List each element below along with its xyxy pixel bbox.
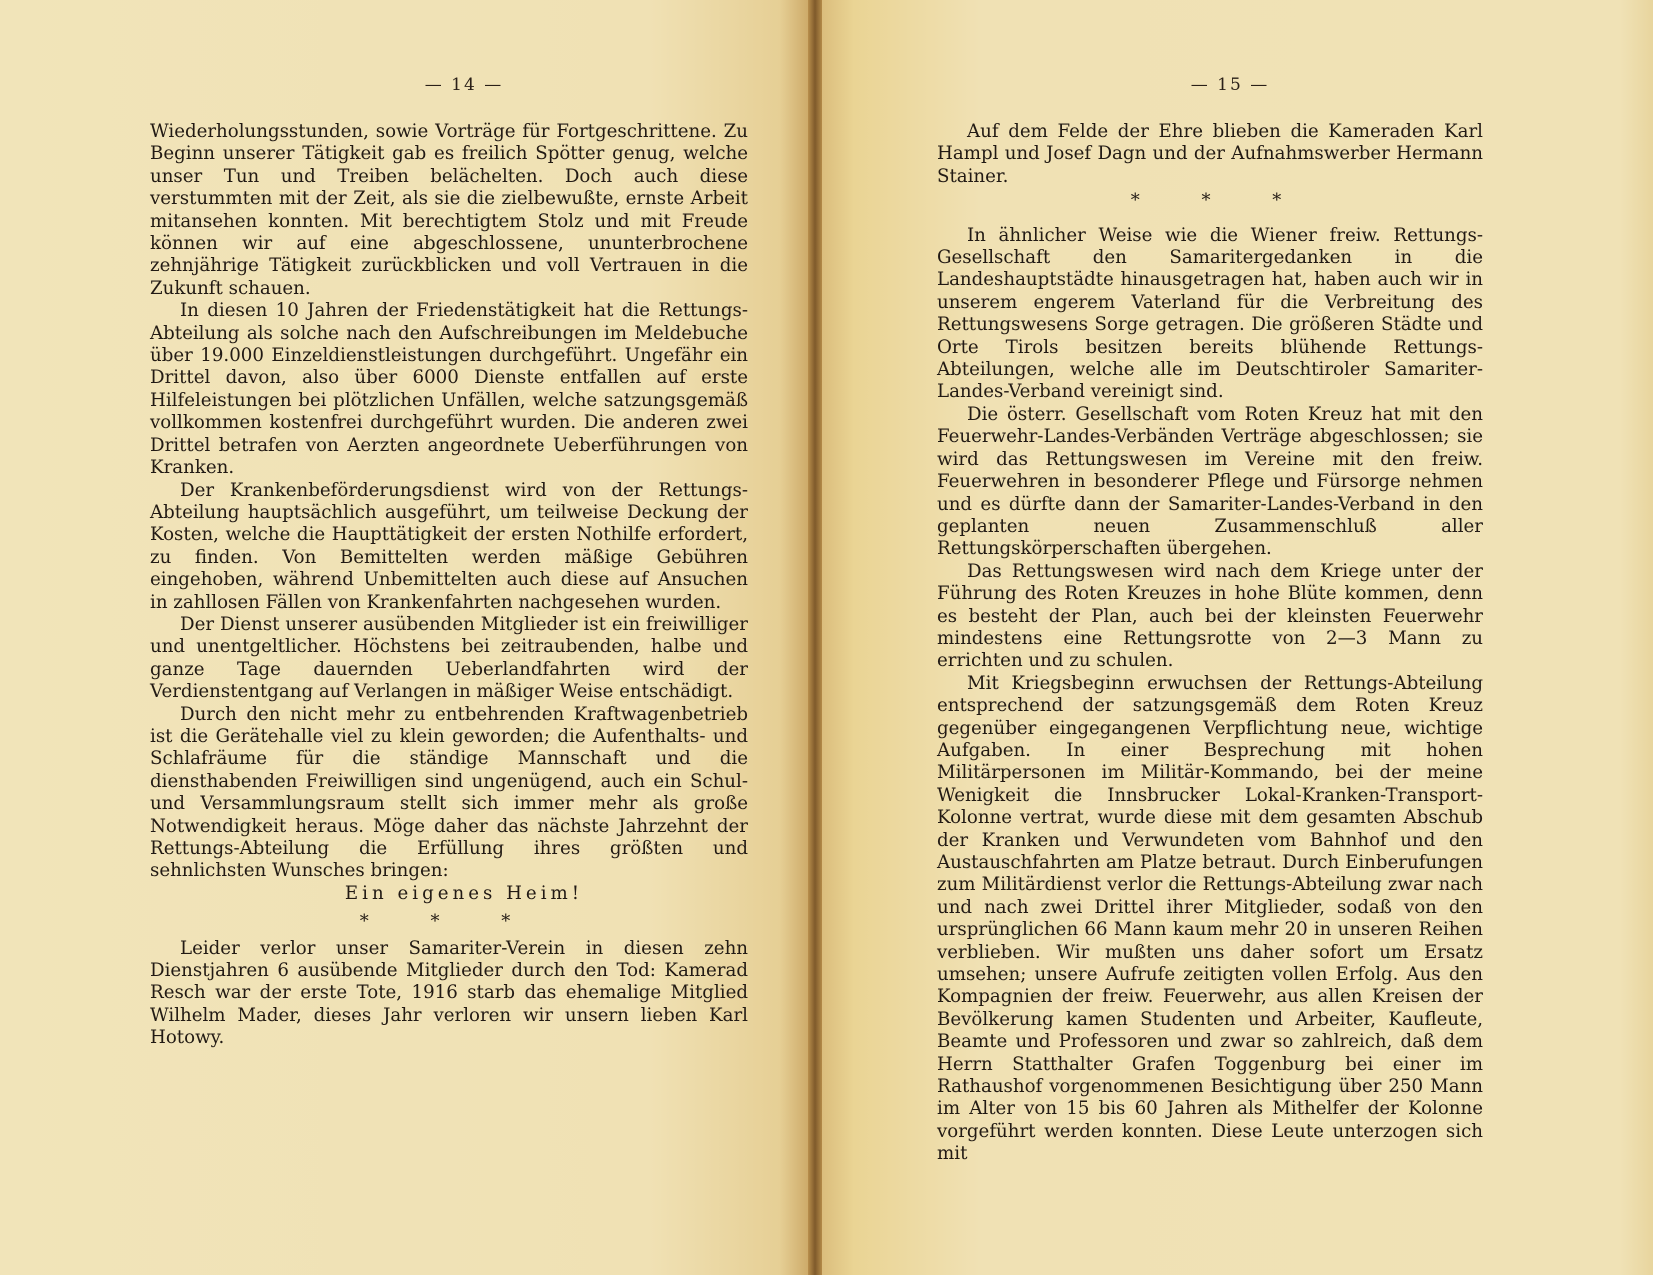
paragraph: Der Krankenbeförderungsdienst wird von der Rettungs-Abteilung hauptsächlich ausgeführt, um teilweise Deckung der Kosten, welche die Haupttätigkeit der ersten Nothilfe erfordert, zu finden. Von Bemittelten werden mäßige Gebühren eingehoben, während Unbemittelten auch diese auf Ansuchen in zahllosen Fällen von Krankenfahrten nachgesehen wurden. <box>150 479 748 613</box>
paragraph: Durch den nicht mehr zu entbehrenden Kraftwagenbetrieb ist die Gerätehalle viel zu klein geworden; die Aufenthalts- und Schlafräume für die ständige Mannschaft und die diensthabenden Freiwilligen sind ungenügend, auch ein Schul- und Versammlungsraum stellt sich immer mehr als große Notwendigkeit heraus. Möge daher das nächste Jahrzehnt der Rettungs-Abteilung die Erfüllung ihres größten und sehnlichsten Wunsches bringen: <box>150 703 748 882</box>
paragraph: Das Rettungswesen wird nach dem Kriege unter der Führung des Roten Kreuzes in hohe Blüte kommen, denn es besteht der Plan, auch bei der kleinsten Feuerwehr mindestens eine Rettungsrotte von 2—3 Mann zu errichten und zu schulen. <box>937 560 1483 672</box>
section-separator: * * * <box>1130 190 1310 212</box>
section-separator: * * * <box>359 911 539 933</box>
motto-line: Ein eigenes Heim! <box>344 882 584 904</box>
left-page <box>0 0 812 1275</box>
left-page-text <box>150 121 748 1050</box>
paragraph: Auf dem Felde der Ehre blieben die Kameraden Karl Hampl und Josef Dagn und der Aufnahmswerber Hermann Stainer. <box>937 121 1483 187</box>
book-gutter <box>808 0 822 1275</box>
right-page-text <box>937 121 1483 1166</box>
paragraph: Die österr. Gesellschaft vom Roten Kreuz hat mit den Feuerwehr-Landes-Verbänden Verträge abgeschlossen; sie wird das Rettungswesen im Vereine mit den freiw. Feuerwehren in besonderer Pflege und Fürsorge nehmen und es dürfte dann der Samariter-Landes-Verband in den geplanten neuen Zusammenschluß aller Rettungskörperschaften übergehen. <box>937 403 1483 560</box>
paragraph: Mit Kriegsbeginn erwuchsen der Rettungs-Abteilung entsprechend der satzungsgemäß dem Roten Kreuz gegenüber eingegangenen Verpflichtung neue, wichtige Aufgaben. In einer Besprechung mit hohen Militärpersonen im Militär-Kommando, bei der meine Wenigkeit die Innsbrucker Lokal-Kranken-Transport-Kolonne vertrat, wurde diese mit dem gesamten Abschub der Kranken und Verwundeten vom Bahnhof und den Austauschfahrten am Platze betraut. Durch Einberufungen zum Militärdienst verlor die Rettungs-Abteilung zwar nach und nach zwei Drittel ihrer Mitglieder, sodaß von den ursprünglichen 66 Mann kaum mehr 20 in unseren Reihen verblieben. Wir mußten uns daher sofort um Ersatz umsehen; unsere Aufrufe zeitigten vollen Erfolg. Aus den Kompagnien der freiw. Feuerwehr, aus allen Kreisen der Bevölkerung kamen Studenten und Arbeiter, Kaufleute, Beamte und Professoren und zwar so zahlreich, daß dem Herrn Statthalter Grafen Toggenburg bei einer im Rathaushof vorgenommenen Besichtigung über 250 Mann im Alter von 15 bis 60 Jahren als Mithelfer der Kolonne vorgeführt werden konnten. Diese Leute unterzogen sich mit <box>937 672 1483 1165</box>
right-page <box>812 0 1653 1275</box>
page-number-right: — 15 — <box>1190 75 1270 95</box>
paragraph: Wiederholungsstunden, sowie Vorträge für Fortgeschrittene. Zu Beginn unserer Tätigkeit gab es freilich Spötter genug, welche unser Tun und Treiben belächelten. Doch auch diese verstummten mit der Zeit, als sie die zielbewußte, ernste Arbeit mitansehen konnten. Mit berechtigtem Stolz und mit Freude können wir auf eine abgeschlossene, ununterbrochene zehnjährige Tätigkeit zurückblicken und voll Vertrauen in die Zukunft schauen. <box>150 121 748 299</box>
paragraph: Der Dienst unserer ausübenden Mitglieder ist ein freiwilliger und unentgeltlicher. Höchstens bei zeitraubenden, halbe und ganze Tage dauernden Ueberlandfahrten wird der Verdienstentgang auf Verlangen in mäßiger Weise entschädigt. <box>150 613 748 703</box>
paragraph: In diesen 10 Jahren der Friedenstätigkeit hat die Rettungs-Abteilung als solche nach den Aufschreibungen im Meldebuche über 19.000 Einzeldienstleistungen durchgeführt. Ungefähr ein Drittel davon, also über 6000 Dienste entfallen auf erste Hilfeleistungen bei plötzlichen Unfällen, welche satzungsgemäß vollkommen kostenfrei durchgeführt wurden. Die anderen zwei Drittel betrafen von Aerzten angeordnete Ueberführungen von Kranken. <box>150 300 748 479</box>
paragraph: Leider verlor unser Samariter-Verein in diesen zehn Dienstjahren 6 ausübende Mitglieder durch den Tod: Kamerad Resch war der erste Tote, 1916 starb das ehemalige Mitglied Wilhelm Mader, dieses Jahr verloren wir unsern lieben Karl Hotowy. <box>150 937 748 1049</box>
page-number-left: — 14 — <box>424 75 504 95</box>
paragraph: In ähnlicher Weise wie die Wiener freiw. Rettungs-Gesellschaft den Samaritergedanken in die Landeshauptstädte hinausgetragen hat, haben auch wir in unserem engerem Vaterland für die Verbreitung des Rettungswesens Sorge getragen. Die größeren Städte und Orte Tirols besitzen bereits blühende Rettungs-Abteilungen, welche alle im Deutschtiroler Samariter-Landes-Verband vereinigt sind. <box>937 224 1483 403</box>
